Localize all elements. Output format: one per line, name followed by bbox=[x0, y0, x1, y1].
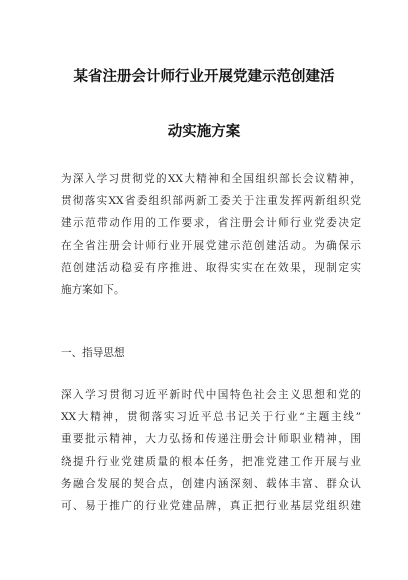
document-title-line-1: 某省注册会计师行业开展党建示范创建活 bbox=[73, 69, 335, 85]
paragraph-line: 可、易于推广的行业党建品牌，真正把行业基层党组织建 bbox=[61, 499, 361, 512]
paragraph-line: 绕提升行业党建质量的根本任务，把准党建工作开展与业 bbox=[61, 455, 361, 468]
paragraph-line: 在全省注册会计师行业开展党建示范创建活动。为确保示 bbox=[61, 239, 361, 252]
paragraph-line: 施方案如下。 bbox=[61, 283, 125, 296]
paragraph-line: 深入学习贯彻习近平新时代中国特色社会主义思想和党的 bbox=[61, 389, 361, 401]
paragraph-line: 贯彻落实XX省委组织部两新工委关于注重发挥两新组织党 bbox=[61, 195, 361, 208]
paragraph-line: 建示范带动作用的工作要求，省注册会计师行业党委决定 bbox=[61, 217, 361, 230]
paragraph-line: 为深入学习贯彻党的XX大精神和全国组织部长会议精神， bbox=[61, 173, 361, 185]
paragraph-line: 范创建活动稳妥有序推进、取得实实在在效果，现制定实 bbox=[61, 261, 361, 274]
section-heading-guiding-ideology: 一、指导思想 bbox=[61, 347, 125, 359]
guiding-ideology-paragraph bbox=[61, 384, 361, 517]
intro-paragraph bbox=[61, 168, 361, 301]
paragraph-line: 务融合发展的契合点，创建内涵深刻、载体丰富、群众认 bbox=[61, 477, 361, 490]
document-title-line-2: 动实施方案 bbox=[167, 124, 241, 140]
paragraph-line: XX大精神，贯彻落实习近平总书记关于行业“主题主线” bbox=[61, 411, 361, 424]
paragraph-line: 重要批示精神，大力弘扬和传递注册会计师职业精神，围 bbox=[61, 433, 361, 446]
